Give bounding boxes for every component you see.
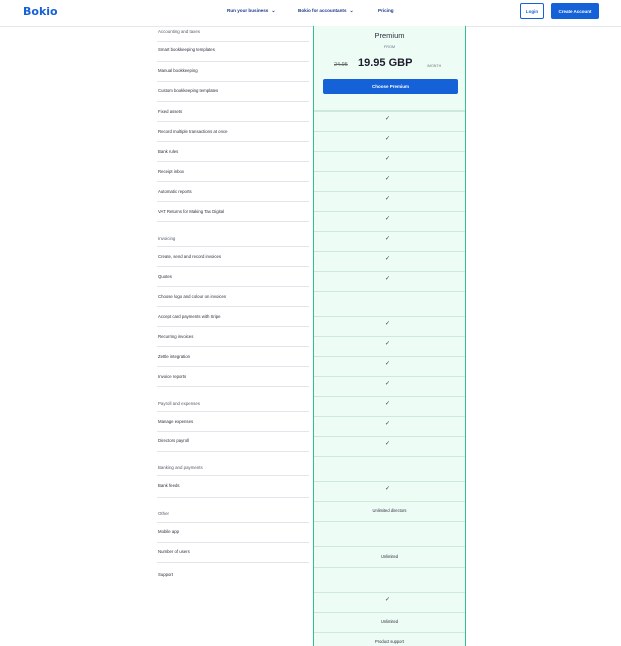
price-from-label: FROM xyxy=(383,45,396,49)
chevron-down-icon: ⌄ xyxy=(271,8,276,14)
check-icon: ✓ xyxy=(385,381,391,387)
nav-bokio-for-accountants[interactable] xyxy=(298,8,354,14)
check-icon: ✓ xyxy=(385,236,391,242)
current-price: 19.95 GBP xyxy=(358,57,413,69)
category-payroll: Payroll and expenses xyxy=(158,401,200,406)
feature-label: Support xyxy=(158,572,174,577)
feature-label: VAT Returns for Making Tax Digital xyxy=(158,209,225,214)
nav-run-your-business[interactable] xyxy=(227,8,276,14)
feature-label: Bank feeds xyxy=(158,483,180,488)
feature-label: Custom bookkeeping templates xyxy=(158,88,219,93)
feature-label: Invoice reports xyxy=(158,374,187,379)
feature-label: Bank rules xyxy=(158,149,179,154)
check-icon: ✓ xyxy=(385,321,391,327)
users-value: Unlimited xyxy=(380,554,399,559)
feature-label: Quotes xyxy=(158,274,172,279)
check-icon: ✓ xyxy=(385,361,391,367)
feature-label: Automatic reports xyxy=(158,189,192,194)
check-icon: ✓ xyxy=(385,597,391,603)
feature-label: Recurring invoices xyxy=(158,334,194,339)
check-icon: ✓ xyxy=(385,486,391,492)
feature-label: Zettle integration xyxy=(158,354,191,359)
feature-label: Fixed assets xyxy=(158,109,183,114)
feature-label: Directors payroll xyxy=(158,438,190,443)
support-value: Product support xyxy=(375,639,404,644)
check-icon: ✓ xyxy=(385,116,391,122)
nav-label: Run your business xyxy=(227,8,269,13)
feature-label: Accept card payments with Sripe xyxy=(158,314,221,319)
check-icon: ✓ xyxy=(385,156,391,162)
category-banking: Banking and payments xyxy=(158,465,203,470)
check-icon: ✓ xyxy=(385,341,391,347)
feature-label: Manual bookkeeping xyxy=(158,68,198,73)
price-period: /MONTH xyxy=(427,64,442,68)
feature-label: Receipt inbox xyxy=(158,169,185,174)
check-icon: ✓ xyxy=(385,401,391,407)
nav-label: Bokio for accountants xyxy=(298,8,347,13)
feature-label: Smart bookkeeping templates xyxy=(158,47,215,52)
feature-label: Mobile app xyxy=(158,529,180,534)
premium-plan-column xyxy=(313,26,466,646)
feature-label: Number of users xyxy=(158,549,190,554)
check-icon: ✓ xyxy=(385,176,391,182)
check-icon: ✓ xyxy=(385,421,391,427)
choose-premium-button[interactable]: Choose Premium xyxy=(323,79,458,94)
category-accounting: Accounting and taxes xyxy=(158,29,200,34)
nav-pricing[interactable] xyxy=(378,8,394,13)
nav-label: Pricing xyxy=(378,8,394,13)
top-navigation-bar xyxy=(0,0,621,27)
category-other: Other xyxy=(158,511,169,516)
feature-label: Create, send and record invoices xyxy=(158,254,222,259)
feature-label: Record multiple transactions at once xyxy=(158,129,228,134)
unlimited-directors-value: Unlimited directors xyxy=(372,508,407,513)
chevron-down-icon: ⌄ xyxy=(349,8,354,14)
login-button[interactable]: Login xyxy=(520,3,544,19)
check-icon: ✓ xyxy=(385,441,391,447)
plan-title: Premium xyxy=(374,31,405,40)
check-icon: ✓ xyxy=(385,216,391,222)
check-icon: ✓ xyxy=(385,256,391,262)
feature-label: Manage expenses xyxy=(158,419,194,424)
feature-label: Choose logo and colour on invoices xyxy=(158,294,227,299)
old-price: 24.95 xyxy=(334,62,348,68)
bokio-logo[interactable]: Bokio xyxy=(23,5,58,18)
unlimited-value: Unlimited xyxy=(380,619,399,624)
category-invoicing: Invoicing xyxy=(158,236,176,241)
check-icon: ✓ xyxy=(385,196,391,202)
create-account-button[interactable]: Create Account xyxy=(551,3,599,19)
check-icon: ✓ xyxy=(385,136,391,142)
check-icon: ✓ xyxy=(385,276,391,282)
